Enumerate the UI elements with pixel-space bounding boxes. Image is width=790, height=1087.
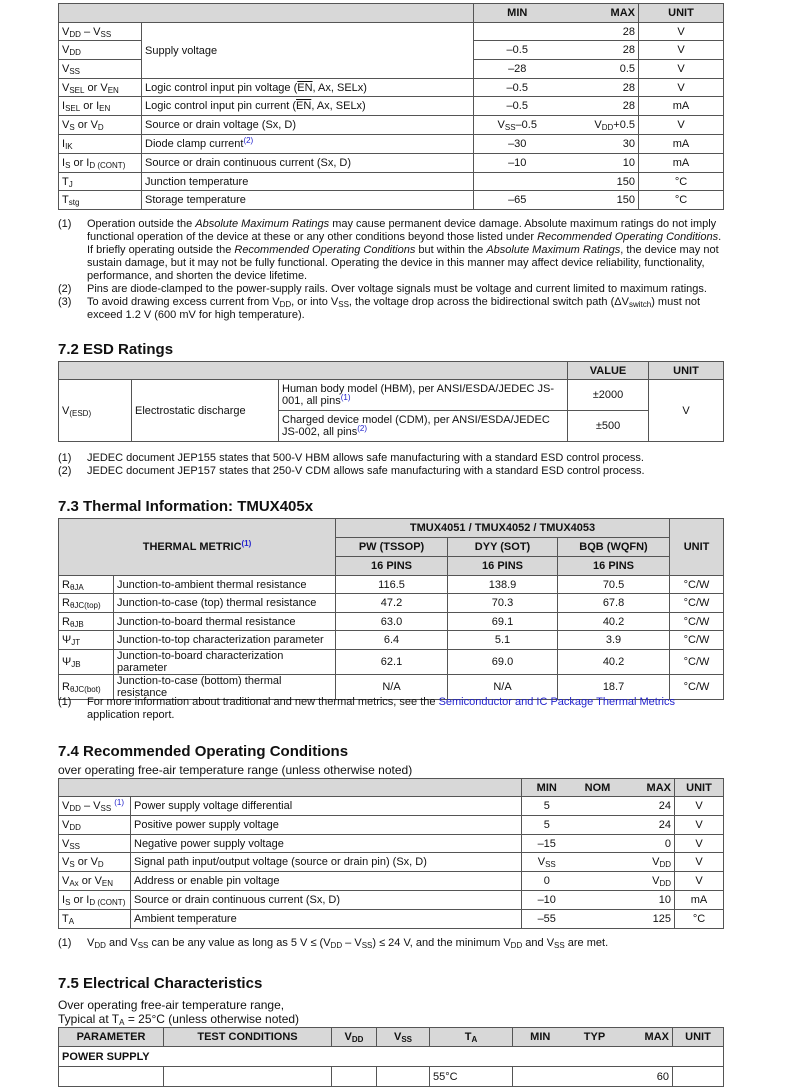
desc-cell: Junction-to-board characterization parameter xyxy=(114,650,336,675)
unit-cell: V xyxy=(639,116,724,135)
footnote-text-pre: For more information about traditional and new thermal metrics, see the xyxy=(87,696,439,708)
desc-cell: Electrostatic discharge xyxy=(132,380,279,442)
nom-cell xyxy=(572,816,624,835)
max-cell: 125 xyxy=(624,910,675,929)
unit-cell: mA xyxy=(639,97,724,116)
table-row xyxy=(59,797,724,816)
max-cell: 0.5 xyxy=(561,60,639,79)
min-cell: –0.5 xyxy=(474,79,561,97)
thermal-footnotes xyxy=(58,696,728,722)
desc-cell: Junction-to-case (top) thermal resistance xyxy=(114,594,336,613)
symbol-cell: $V_{SS}$ xyxy=(59,835,131,853)
desc-cell: Source or drain voltage (Sx, D) xyxy=(142,116,474,135)
min-cell xyxy=(474,173,561,191)
min-cell: –10 xyxy=(522,891,572,910)
package-header: DYY (SOT) xyxy=(448,538,558,557)
table-row xyxy=(59,380,724,411)
unit-cell: °C/W xyxy=(670,650,724,675)
unit-cell: V xyxy=(649,380,724,442)
pw-cell: N/A xyxy=(336,675,448,700)
section-title-roc: 7.4 Recommended Operating Conditions xyxy=(58,743,349,760)
bqb-cell: 3.9 xyxy=(558,631,670,650)
symbol-cell: $V_{SEL}$ or $V_{EN}$ xyxy=(59,79,142,97)
max-cell: 10 xyxy=(624,891,675,910)
table-row xyxy=(59,116,724,135)
unit-cell: °C xyxy=(639,191,724,210)
vss-cell xyxy=(377,1067,430,1087)
footnote-text: JEDEC document JEP157 states that 250-V CDM allows safe manufacturing with a standard ESD control process. xyxy=(87,465,645,477)
esd-table xyxy=(58,361,724,442)
unit-cell: V xyxy=(675,835,724,853)
symbol-cell: $V_{DD}$ xyxy=(59,816,131,835)
symbol-cell: $V_{Ax}$ or $V_{EN}$ xyxy=(59,872,131,891)
symbol-cell: $I_S$ or $I_{D (CONT)}$ xyxy=(59,891,131,910)
elec-table xyxy=(58,1027,724,1087)
abs-max-table xyxy=(58,3,724,210)
elec-header-test: TEST CONDITIONS xyxy=(164,1028,332,1047)
abs-max-header-min: MIN xyxy=(474,4,561,23)
footnote-text: JEDEC document JEP155 states that 500-V HBM allows safe manufacturing with a standard ESD control process. xyxy=(87,452,644,464)
abs-max-header-max: MAX xyxy=(561,4,639,23)
symbol-cell: $I_{IK}$ xyxy=(59,135,142,154)
footnote xyxy=(58,696,728,722)
pw-cell: 116.5 xyxy=(336,576,448,594)
section-row xyxy=(59,1047,724,1067)
symbol-cell: $R_{\theta JC(bot)}$ xyxy=(59,675,114,700)
package-header: BQB (WQFN) xyxy=(558,538,670,557)
footnote-ref-link[interactable]: (1) xyxy=(114,798,124,807)
pw-cell: 6.4 xyxy=(336,631,448,650)
footnote-ref-link[interactable]: (2) xyxy=(357,424,367,433)
elec-header-vdd: $V_{DD}$ xyxy=(332,1028,377,1047)
symbol-cell: $I_{SEL}$ or $I_{EN}$ xyxy=(59,97,142,116)
thermal-header-row xyxy=(59,519,724,538)
footnote-text: Operation outside the Absolute Maximum Ratings may cause permanent device damage. Absolute maximum ratings do not imply functional operation of the device at these or any other conditions beyond those listed under Recommended Operating Conditions. If briefly operating outside the Recommended Operating Conditions but within the Absolute Maximum Ratings, the device may not sustain damage, but it may not be fully functional. Operating the device in this manner may affect device reliability, functionality, performance, and shorten the device lifetime. xyxy=(87,218,722,282)
footnote-ref-link[interactable]: (1) xyxy=(340,393,351,402)
min-cell xyxy=(513,1067,568,1087)
symbol-cell: $R_{\theta JC(top)}$ xyxy=(59,594,114,613)
unit-cell: °C/W xyxy=(670,631,724,650)
max-cell: 28 xyxy=(561,97,639,116)
footnote xyxy=(58,452,728,465)
min-cell: –65 xyxy=(474,191,561,210)
unit-cell: mA xyxy=(639,154,724,173)
section-power-supply: POWER SUPPLY xyxy=(59,1047,724,1067)
bqb-cell: 18.7 xyxy=(558,675,670,700)
table-row xyxy=(59,191,724,210)
footnote-text xyxy=(87,696,728,722)
nom-cell xyxy=(572,797,624,816)
symbol-cell: $R_{\theta JA}$ xyxy=(59,576,114,594)
footnote xyxy=(58,218,728,283)
unit-cell: °C xyxy=(675,910,724,929)
max-cell: 28 xyxy=(561,79,639,97)
symbol-cell: $V_{DD}$ xyxy=(59,41,142,60)
table-row xyxy=(59,79,724,97)
dyy-cell: 69.1 xyxy=(448,613,558,631)
max-cell: 30 xyxy=(561,135,639,154)
max-cell: 24 xyxy=(624,816,675,835)
roc-subtitle: over operating free-air temperature range (unless otherwise noted) xyxy=(58,763,413,777)
max-cell: 28 xyxy=(561,23,639,41)
abs-max-footnotes xyxy=(58,218,728,322)
unit-cell: mA xyxy=(639,135,724,154)
symbol-cell: $T_{stg}$ xyxy=(59,191,142,210)
esd-header-value: VALUE xyxy=(568,362,649,380)
pw-cell: 47.2 xyxy=(336,594,448,613)
unit-cell: V xyxy=(639,79,724,97)
typ-cell xyxy=(568,1067,622,1087)
roc-header-max: MAX xyxy=(624,779,675,797)
roc-header-unit: UNIT xyxy=(675,779,724,797)
roc-header-nom: NOM xyxy=(572,779,624,797)
thermal-metric-header xyxy=(59,519,336,576)
symbol-cell: $R_{\theta JB}$ xyxy=(59,613,114,631)
desc-cell: Junction-to-case (bottom) thermal resistance xyxy=(114,675,336,700)
footnote-number: (1) xyxy=(58,696,72,708)
elec-header-min: MIN xyxy=(513,1028,568,1047)
unit-cell: V xyxy=(639,41,724,60)
min-cell xyxy=(474,23,561,41)
roc-header-blank xyxy=(59,779,522,797)
unit-cell: V xyxy=(675,797,724,816)
max-cell: 10 xyxy=(561,154,639,173)
footnote-number: (2) xyxy=(58,283,72,295)
section-title-elec: 7.5 Electrical Characteristics xyxy=(58,975,263,992)
min-cell: 0 xyxy=(522,872,572,891)
footnote-number: (1) xyxy=(58,218,72,230)
bqb-cell: 70.5 xyxy=(558,576,670,594)
nom-cell xyxy=(572,835,624,853)
max-cell: 0 xyxy=(624,835,675,853)
dyy-cell: 138.9 xyxy=(448,576,558,594)
unit-cell: °C xyxy=(639,173,724,191)
esd-footnotes xyxy=(58,452,728,478)
symbol-cell: $V_{DD} - V_{SS}$ xyxy=(59,23,142,41)
desc-cell: Junction-to-board thermal resistance xyxy=(114,613,336,631)
dyy-cell: 70.3 xyxy=(448,594,558,613)
unit-cell: V xyxy=(639,23,724,41)
table-row xyxy=(59,594,724,613)
desc-cell: Junction temperature xyxy=(142,173,474,191)
condition-text: Charged device model (CDM), per ANSI/ESDA/JEDEC JS-002, all pins xyxy=(282,414,550,438)
max-cell: 150 xyxy=(561,173,639,191)
ta-cell: 55°C xyxy=(430,1067,513,1087)
symbol-cell: $I_S$ or $I_{D (CONT)}$ xyxy=(59,154,142,173)
table-row xyxy=(59,576,724,594)
footnote-ref-link[interactable]: (2) xyxy=(243,136,254,145)
symbol-cell: $\Psi_{JT}$ xyxy=(59,631,114,650)
min-cell: 5 xyxy=(522,797,572,816)
roc-header-row xyxy=(59,779,724,797)
footnote-text: To avoid drawing excess current from $V_{DD}$, or into $V_{SS}$, the voltage drop across the bidirectional switch path $(\Delta V_{switch})$ must not exceed 1.2 V (600 mV for high temperature). xyxy=(87,296,701,321)
elec-subtitle-2: Typical at $T_A = 25^\circ C$ (unless otherwise noted) xyxy=(58,1012,300,1027)
pins-header: 16 PINS xyxy=(336,557,448,576)
section-title-esd: 7.2 ESD Ratings xyxy=(58,341,174,358)
device-header: TMUX4051 / TMUX4052 / TMUX4053 xyxy=(336,519,670,538)
dyy-cell: N/A xyxy=(448,675,558,700)
section-title-thermal: 7.3 Thermal Information: TMUX405x xyxy=(58,498,314,515)
unit-cell: mA xyxy=(675,891,724,910)
nom-cell xyxy=(572,910,624,929)
footnote-number: (1) xyxy=(58,937,72,949)
esd-header-row xyxy=(59,362,724,380)
test-cell xyxy=(164,1067,332,1087)
table-row xyxy=(59,135,724,154)
abs-max-header-unit: UNIT xyxy=(639,4,724,23)
min-cell: $V_{SS}-0.5$ xyxy=(474,116,561,135)
thermal-table xyxy=(58,518,724,700)
elec-header-max: MAX xyxy=(622,1028,673,1047)
value-cell: ±2000 xyxy=(568,380,649,411)
table-row xyxy=(59,613,724,631)
pw-cell: 63.0 xyxy=(336,613,448,631)
min-cell: –10 xyxy=(474,154,561,173)
footnote-number: (2) xyxy=(58,465,72,477)
esd-header-unit: UNIT xyxy=(649,362,724,380)
desc-cell: Ambient temperature xyxy=(131,910,522,929)
elec-header-param: PARAMETER xyxy=(59,1028,164,1047)
footnote-number: (1) xyxy=(58,452,72,464)
max-cell: $V_{DD}$ xyxy=(624,872,675,891)
desc-cell: Logic control input pin voltage ($\overline{EN}$, Ax, SELx) xyxy=(142,79,474,97)
elec-header-vss: $V_{SS}$ xyxy=(377,1028,430,1047)
desc-cell: Source or drain continuous current (Sx, D) xyxy=(131,891,522,910)
footnote-text: $V_{DD}$ and $V_{SS}$ can be any value as long as 5 $V \le (V_{DD} - V_{SS}) \le 24$ V, and the minimum $V_{DD}$ and $V_{SS}$ are met. xyxy=(87,937,609,950)
symbol-cell: $T_J$ xyxy=(59,173,142,191)
condition-cell xyxy=(279,411,568,442)
symbol-cell: $\Psi_{JB}$ xyxy=(59,650,114,675)
unit-cell: V xyxy=(675,872,724,891)
max-cell: 150 xyxy=(561,191,639,210)
footnote xyxy=(58,283,728,296)
desc-cell: Signal path input/output voltage (source or drain pin) (Sx, D) xyxy=(131,853,522,872)
table-row xyxy=(59,835,724,853)
desc-cell: Supply voltage xyxy=(142,23,474,79)
desc-cell: Diode clamp current$^{(2)}$ xyxy=(142,135,474,154)
bqb-cell: 40.2 xyxy=(558,650,670,675)
elec-header-ta: $T_A$ xyxy=(430,1028,513,1047)
desc-cell: Junction-to-top characterization parameter xyxy=(114,631,336,650)
unit-cell: V xyxy=(639,60,724,79)
unit-cell: V xyxy=(675,816,724,835)
elec-header-unit: UNIT xyxy=(673,1028,724,1047)
symbol-cell: $V_S$ or $V_D$ xyxy=(59,853,131,872)
pins-header: 16 PINS xyxy=(448,557,558,576)
min-cell: –28 xyxy=(474,60,561,79)
dyy-cell: 69.0 xyxy=(448,650,558,675)
footnote xyxy=(58,937,728,950)
unit-cell: V xyxy=(675,853,724,872)
min-cell: –0.5 xyxy=(474,97,561,116)
desc-cell: Junction-to-ambient thermal resistance xyxy=(114,576,336,594)
vdd-cell xyxy=(332,1067,377,1087)
thermal-metric-label: THERMAL METRIC xyxy=(142,541,242,553)
table-row xyxy=(59,816,724,835)
bqb-cell: 40.2 xyxy=(558,613,670,631)
unit-cell xyxy=(673,1067,724,1087)
nom-cell xyxy=(572,872,624,891)
symbol-cell: $V_{SS}$ xyxy=(59,60,142,79)
table-row xyxy=(59,910,724,929)
footnote-text-post: application report. xyxy=(87,709,175,721)
symbol-cell: $V_{(ESD)}$ xyxy=(59,380,132,442)
table-row xyxy=(59,23,724,41)
footnote xyxy=(58,465,728,478)
package-header: PW (TSSOP) xyxy=(336,538,448,557)
table-row xyxy=(59,154,724,173)
max-cell: 24 xyxy=(624,797,675,816)
desc-cell: Positive power supply voltage xyxy=(131,816,522,835)
max-cell: $V_{DD}+0.5$ xyxy=(561,116,639,135)
max-cell: 28 xyxy=(561,41,639,60)
table-row xyxy=(59,1067,724,1087)
condition-text: Human body model (HBM), per ANSI/ESDA/JEDEC JS-001, all pins xyxy=(282,383,555,407)
min-cell: 5 xyxy=(522,816,572,835)
elec-subtitle-1: Over operating free-air temperature range, xyxy=(58,998,285,1012)
elec-header-row xyxy=(59,1028,724,1047)
nom-cell xyxy=(572,853,624,872)
symbol-cell: $V_S$ or $V_D$ xyxy=(59,116,142,135)
unit-cell: °C/W xyxy=(670,675,724,700)
dyy-cell: 5.1 xyxy=(448,631,558,650)
desc-cell: Source or drain continuous current (Sx, D) xyxy=(142,154,474,173)
footnote-text: Pins are diode-clamped to the power-supply rails. Over voltage signals must be voltage and current limited to maximum ratings. xyxy=(87,283,707,295)
symbol-cell: $V_{DD} - V_{SS}$ $^{(1)}$ xyxy=(59,797,131,816)
min-cell: –30 xyxy=(474,135,561,154)
abs-max-header-blank xyxy=(59,4,474,23)
min-cell: –15 xyxy=(522,835,572,853)
abs-max-header-row xyxy=(59,4,724,23)
table-row xyxy=(59,631,724,650)
unit-cell: °C/W xyxy=(670,576,724,594)
thermal-unit-header: UNIT xyxy=(670,519,724,576)
table-row xyxy=(59,891,724,910)
max-cell: $V_{DD}$ xyxy=(624,853,675,872)
max-cell: 60 xyxy=(622,1067,673,1087)
symbol-cell: $T_A$ xyxy=(59,910,131,929)
condition-cell xyxy=(279,380,568,411)
min-cell: –0.5 xyxy=(474,41,561,60)
desc-cell: Power supply voltage differential xyxy=(131,797,522,816)
param-cell xyxy=(59,1067,164,1087)
footnote xyxy=(58,296,728,322)
table-row xyxy=(59,853,724,872)
nom-cell xyxy=(572,891,624,910)
roc-table xyxy=(58,778,724,929)
desc-cell: Negative power supply voltage xyxy=(131,835,522,853)
bqb-cell: 67.8 xyxy=(558,594,670,613)
table-row xyxy=(59,97,724,116)
footnote-ref-link[interactable]: (1) xyxy=(241,539,252,548)
pins-header: 16 PINS xyxy=(558,557,670,576)
unit-cell: °C/W xyxy=(670,613,724,631)
pw-cell: 62.1 xyxy=(336,650,448,675)
footnote-number: (3) xyxy=(58,296,72,308)
unit-cell: °C/W xyxy=(670,594,724,613)
min-cell: $V_{SS}$ xyxy=(522,853,572,872)
roc-header-min: MIN xyxy=(522,779,572,797)
thermal-metrics-link[interactable]: Semiconductor and IC Package Thermal Metrics xyxy=(438,696,675,708)
table-row xyxy=(59,650,724,675)
table-row xyxy=(59,173,724,191)
desc-cell: Address or enable pin voltage xyxy=(131,872,522,891)
elec-header-typ: TYP xyxy=(568,1028,622,1047)
value-cell: ±500 xyxy=(568,411,649,442)
desc-cell: Storage temperature xyxy=(142,191,474,210)
desc-cell: Logic control input pin current ($\overline{EN}$, Ax, SELx) xyxy=(142,97,474,116)
esd-header-blank xyxy=(59,362,568,380)
table-row xyxy=(59,872,724,891)
min-cell: –55 xyxy=(522,910,572,929)
roc-footnotes xyxy=(58,937,728,950)
